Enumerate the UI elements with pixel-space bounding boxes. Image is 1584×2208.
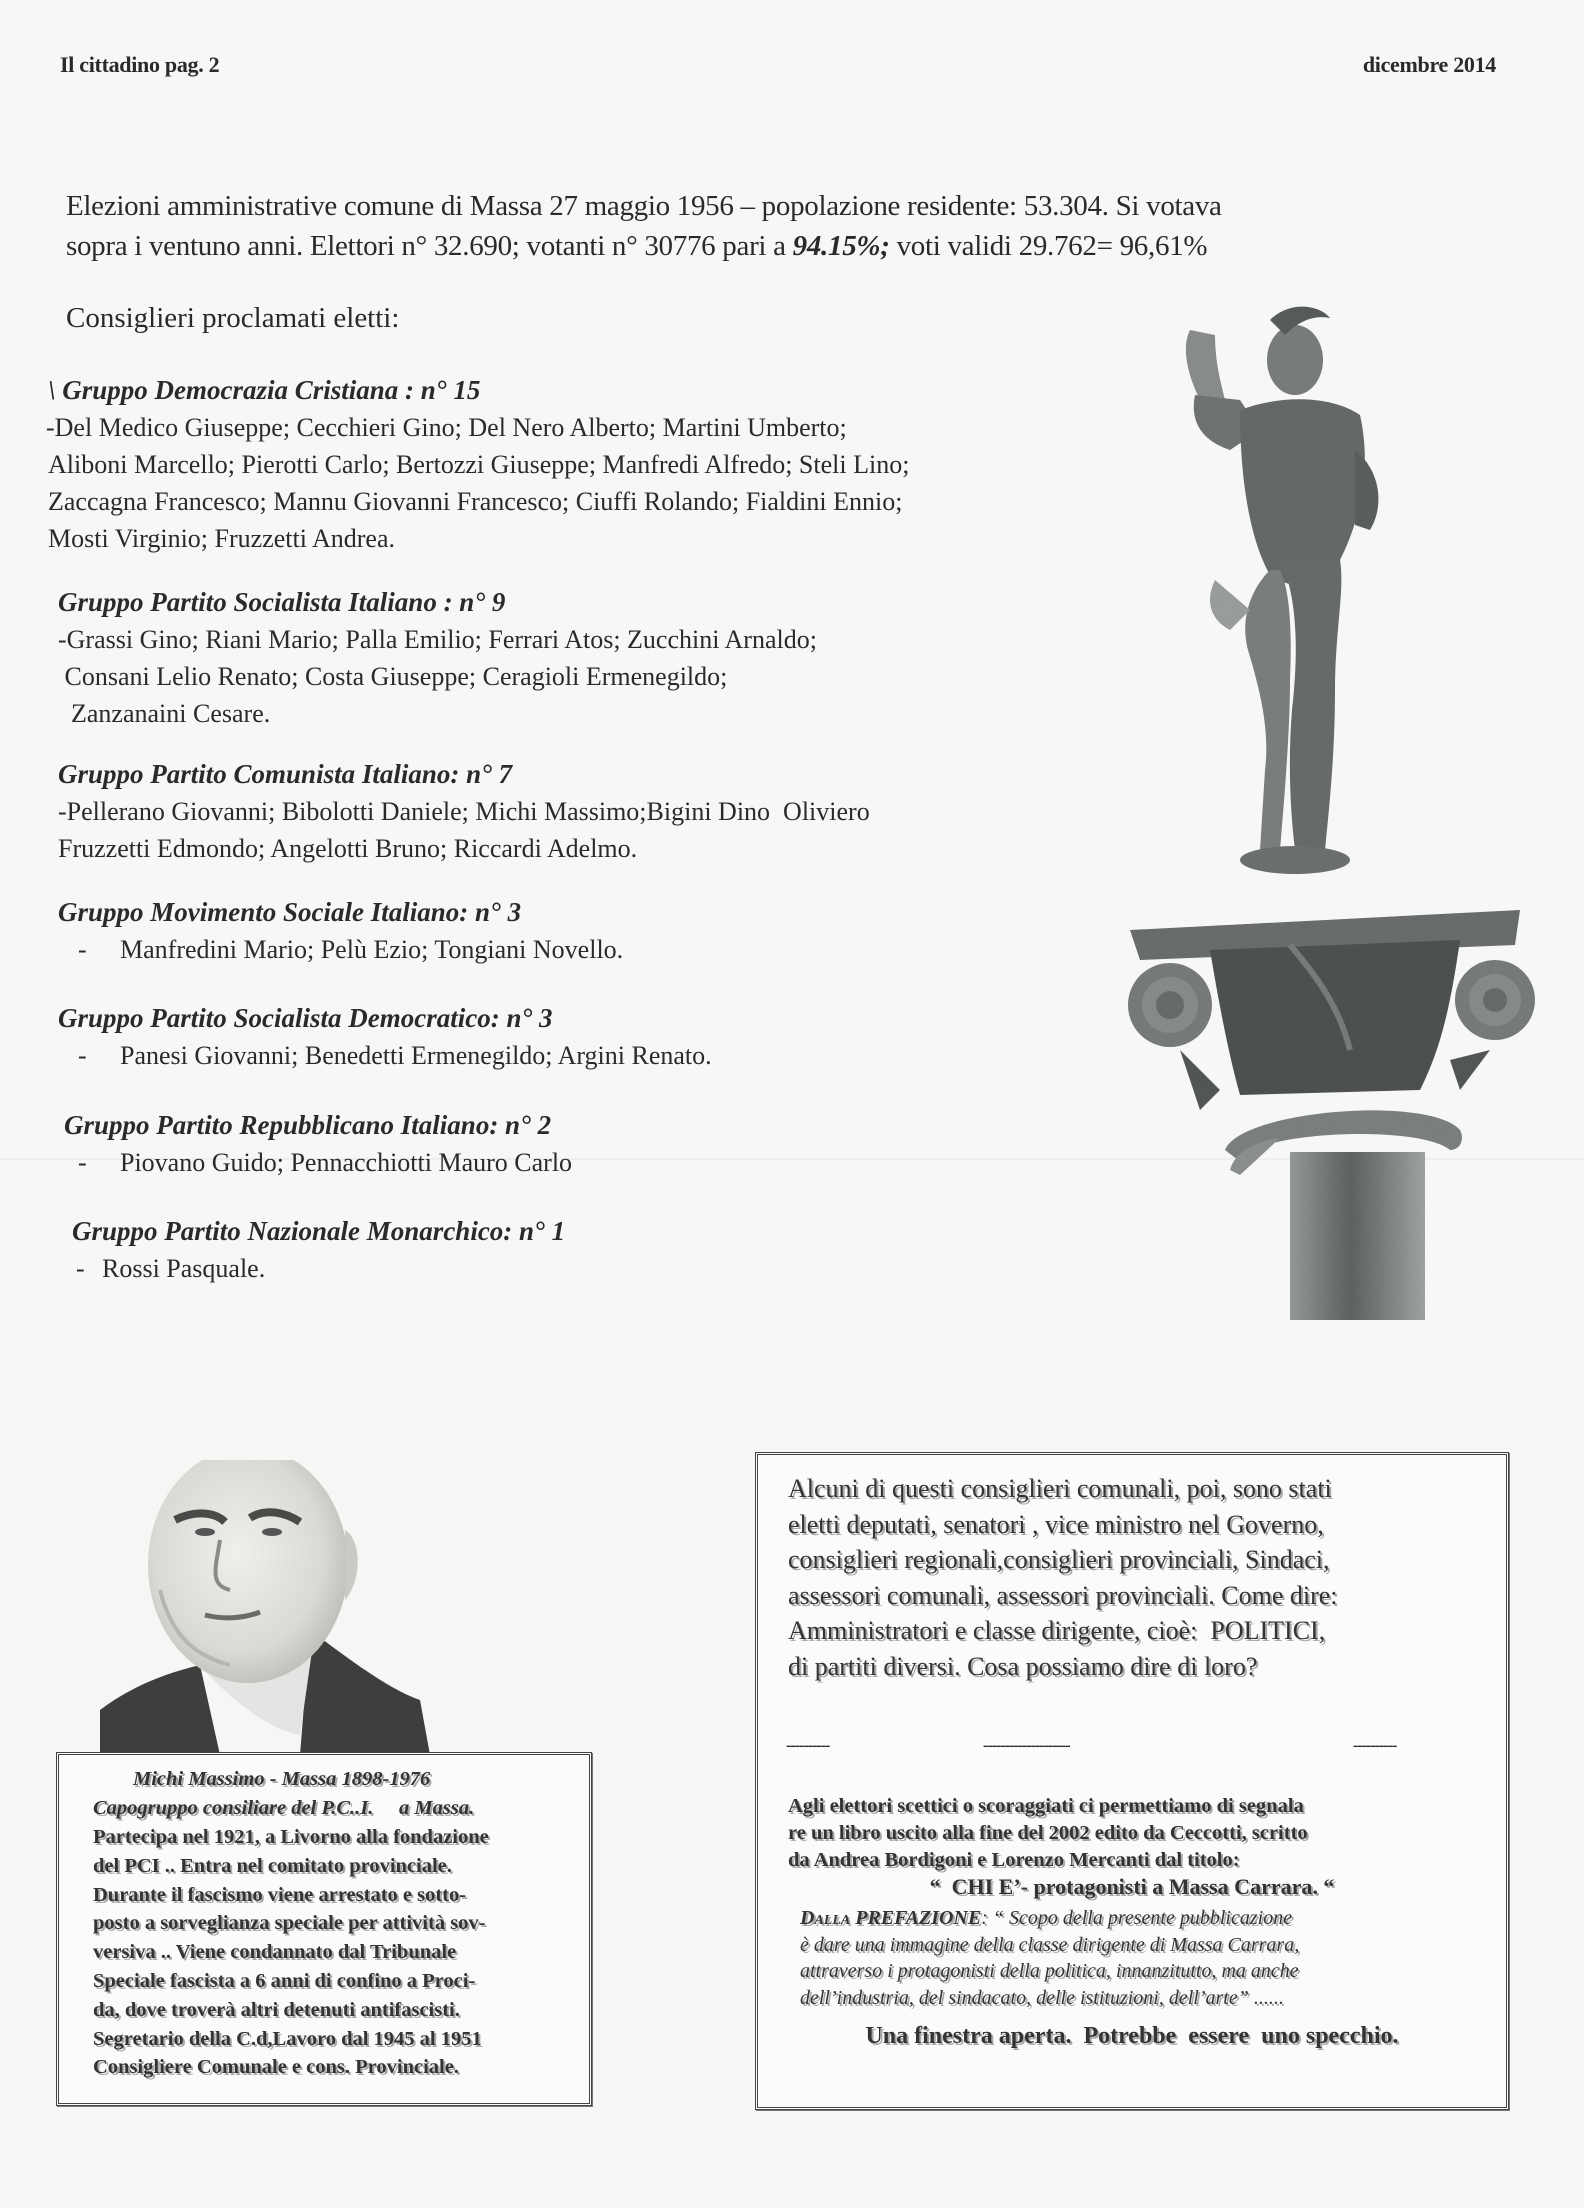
separator-dashes: ---------- (786, 1737, 830, 1754)
separator-dashes: ---------- (1353, 1737, 1397, 1754)
party-group-heading: Gruppo Partito Socialista Italiano : n° 9 (58, 587, 506, 617)
caption-line: versiva .. Viene condannato dal Tribunale (93, 1941, 457, 1964)
intro-line-2 (66, 226, 1536, 266)
party-group-heading: Gruppo Partito Socialista Democratico: n° 3 (58, 1003, 553, 1033)
closing-statement: Una finestra aperta. Potrebbe essere uno specchio. (865, 2023, 1399, 2049)
commentary-line: assessori comunali, assessori provinciali. Come dire: (788, 1580, 1338, 1610)
party-group-dc (48, 372, 1168, 557)
members-line: Aliboni Marcello; Pierotti Carlo; Bertozzi Giuseppe; Manfredi Alfredo; Steli Lino; (48, 450, 910, 479)
dash: - (76, 1254, 85, 1283)
caption-line: del PCI .. Entra nel comitato provinciale. (93, 1854, 452, 1877)
intro-line-1: Elezioni amministrative comune di Massa 27 maggio 1956 – popolazione residente: 53.304. Si votava (66, 190, 1222, 222)
commentary-line: eletti deputati, senatori , vice ministro nel Governo, (788, 1509, 1324, 1539)
party-group-pnm (72, 1213, 1192, 1287)
preface-line: dell’industria, del sindacato, delle istituzioni, dell’arte” ...... (800, 1986, 1284, 2009)
commentary-line: di partiti diversi. Cosa possiamo dire di loro? (788, 1651, 1258, 1681)
dash: - (78, 935, 87, 964)
commentary-paragraph (788, 1471, 1493, 1684)
members-line: -Pellerano Giovanni; Bibolotti Daniele; Michi Massimo;Bigini Dino Oliviero (58, 797, 870, 826)
turnout-percent: 94.15%; (792, 230, 890, 262)
caption-line: Consigliere Comunale e cons. Provinciale. (93, 2056, 459, 2079)
members-line (72, 1250, 1192, 1287)
preface-quote (800, 1905, 1500, 2011)
biography-caption-box (56, 1752, 592, 2106)
column-capital (1128, 910, 1535, 1175)
commentary-line: Amministratori e classe dirigente, cioè: POLITICI, (788, 1616, 1326, 1645)
preface-line: è dare una immagine della classe dirigente di Massa Carrara, (800, 1933, 1300, 1956)
statue-on-column-image (1120, 290, 1540, 1320)
members-text: Rossi Pasquale. (102, 1254, 266, 1283)
caption-line: Speciale fascista a 6 anni di confino a Proci- (93, 1969, 476, 1992)
party-group-heading: \ Gruppo Democrazia Cristiana : n° 15 (48, 375, 481, 405)
preface-line: attraverso i protagonisti della politica, innanzitutto, ma anche (800, 1960, 1299, 1982)
portrait-photo-michi-massimo (100, 1460, 440, 1755)
commentary-line: Alcuni di questi consiglieri comunali, poi, sono stati (788, 1474, 1332, 1503)
members-line: Mosti Virginio; Fruzzetti Andrea. (48, 524, 396, 553)
book-recommendation (788, 1793, 1498, 1874)
preface-label: Dalla PREFAZIONE (800, 1907, 982, 1929)
newspaper-page-label: Il cittadino pag. 2 (60, 52, 220, 77)
caption-line: da, dove troverà altri detenuti antifascisti. (93, 1998, 460, 2021)
party-group-heading: Gruppo Partito Repubblicano Italiano: n° 2 (64, 1110, 552, 1140)
party-group-heading: Gruppo Partito Comunista Italiano: n° 7 (58, 759, 513, 789)
recommendation-line: re un libro uscito alla fine del 2002 edito da Ceccotti, scritto (788, 1822, 1308, 1844)
members-line (58, 1037, 1178, 1074)
preface-line (800, 1905, 1500, 1932)
elected-councillors-label: Consiglieri proclamati eletti: (66, 302, 400, 334)
intro-line-2-a: sopra i ventuno anni. Elettori n° 32.690; votanti n° 30776 pari a (66, 230, 793, 262)
column-shaft (1290, 1152, 1425, 1320)
dash: - (78, 1041, 87, 1070)
party-group-psi (58, 584, 1178, 732)
party-group-heading: Gruppo Partito Nazionale Monarchico: n° 1 (72, 1216, 566, 1246)
issue-date: dicembre 2014 (1362, 52, 1496, 77)
members-text: Manfredini Mario; Pelù Ezio; Tongiani Novello. (120, 935, 624, 964)
preface-text: : “ Scopo della presente pubblicazione (981, 1907, 1293, 1929)
caption-line: posto a sorveglianza speciale per attività sov- (93, 1912, 486, 1935)
commentary-box (755, 1452, 1509, 2110)
caption-subtitle: Capogruppo consiliare del P.C..I. a Massa. (93, 1797, 475, 1819)
statue-figure (1186, 307, 1379, 874)
book-title: “ CHI E’- protagonisti a Massa Carrara. “ (929, 1874, 1335, 1899)
members-line: Zanzanaini Cesare. (58, 699, 271, 728)
commentary-line: consiglieri regionali,consiglieri provinciali, Sindaci, (788, 1545, 1330, 1574)
caption-title: Michi Massimo - Massa 1898-1976 (133, 1768, 431, 1790)
caption-body (93, 1823, 573, 2082)
separator-dashes: -------------------- (983, 1737, 1070, 1754)
recommendation-line: Agli elettori scettici o scoraggiati ci permettiamo di segnala (788, 1795, 1304, 1817)
members-line (58, 931, 1178, 968)
recommendation-line: da Andrea Bordigoni e Lorenzo Mercanti dal titolo: (788, 1849, 1240, 1871)
members-line: Zaccagna Francesco; Mannu Giovanni Francesco; Ciuffi Rolando; Fialdini Ennio; (48, 487, 903, 516)
members-line (64, 1144, 1184, 1181)
party-group-pri (64, 1107, 1184, 1181)
members-text: Piovano Guido; Pennacchiotti Mauro Carlo (120, 1148, 573, 1177)
members-line: -Del Medico Giuseppe; Cecchieri Gino; Del Nero Alberto; Martini Umberto; (46, 413, 847, 442)
party-group-pci (58, 756, 1178, 867)
members-text: Panesi Giovanni; Benedetti Ermenegildo; Argini Renato. (120, 1041, 712, 1070)
party-group-psdi (58, 1000, 1178, 1074)
members-line: Fruzzetti Edmondo; Angelotti Bruno; Riccardi Adelmo. (58, 834, 638, 863)
members-line: -Grassi Gino; Riani Mario; Palla Emilio; Ferrari Atos; Zucchini Arnaldo; (58, 625, 817, 654)
party-group-heading: Gruppo Movimento Sociale Italiano: n° 3 (58, 897, 522, 927)
dash: - (78, 1148, 87, 1177)
party-group-msi (58, 894, 1178, 968)
caption-line: Partecipa nel 1921, a Livorno alla fondazione (93, 1826, 489, 1848)
caption-line: Segretario della C.d,Lavoro dal 1945 al 1951 (93, 2027, 482, 2050)
intro-line-2-b: voti validi 29.762= 96,61% (889, 230, 1208, 262)
members-line: Consani Lelio Renato; Costa Giuseppe; Ceragioli Ermenegildo; (58, 662, 728, 691)
caption-line: Durante il fascismo viene arrestato e sotto- (93, 1883, 467, 1906)
